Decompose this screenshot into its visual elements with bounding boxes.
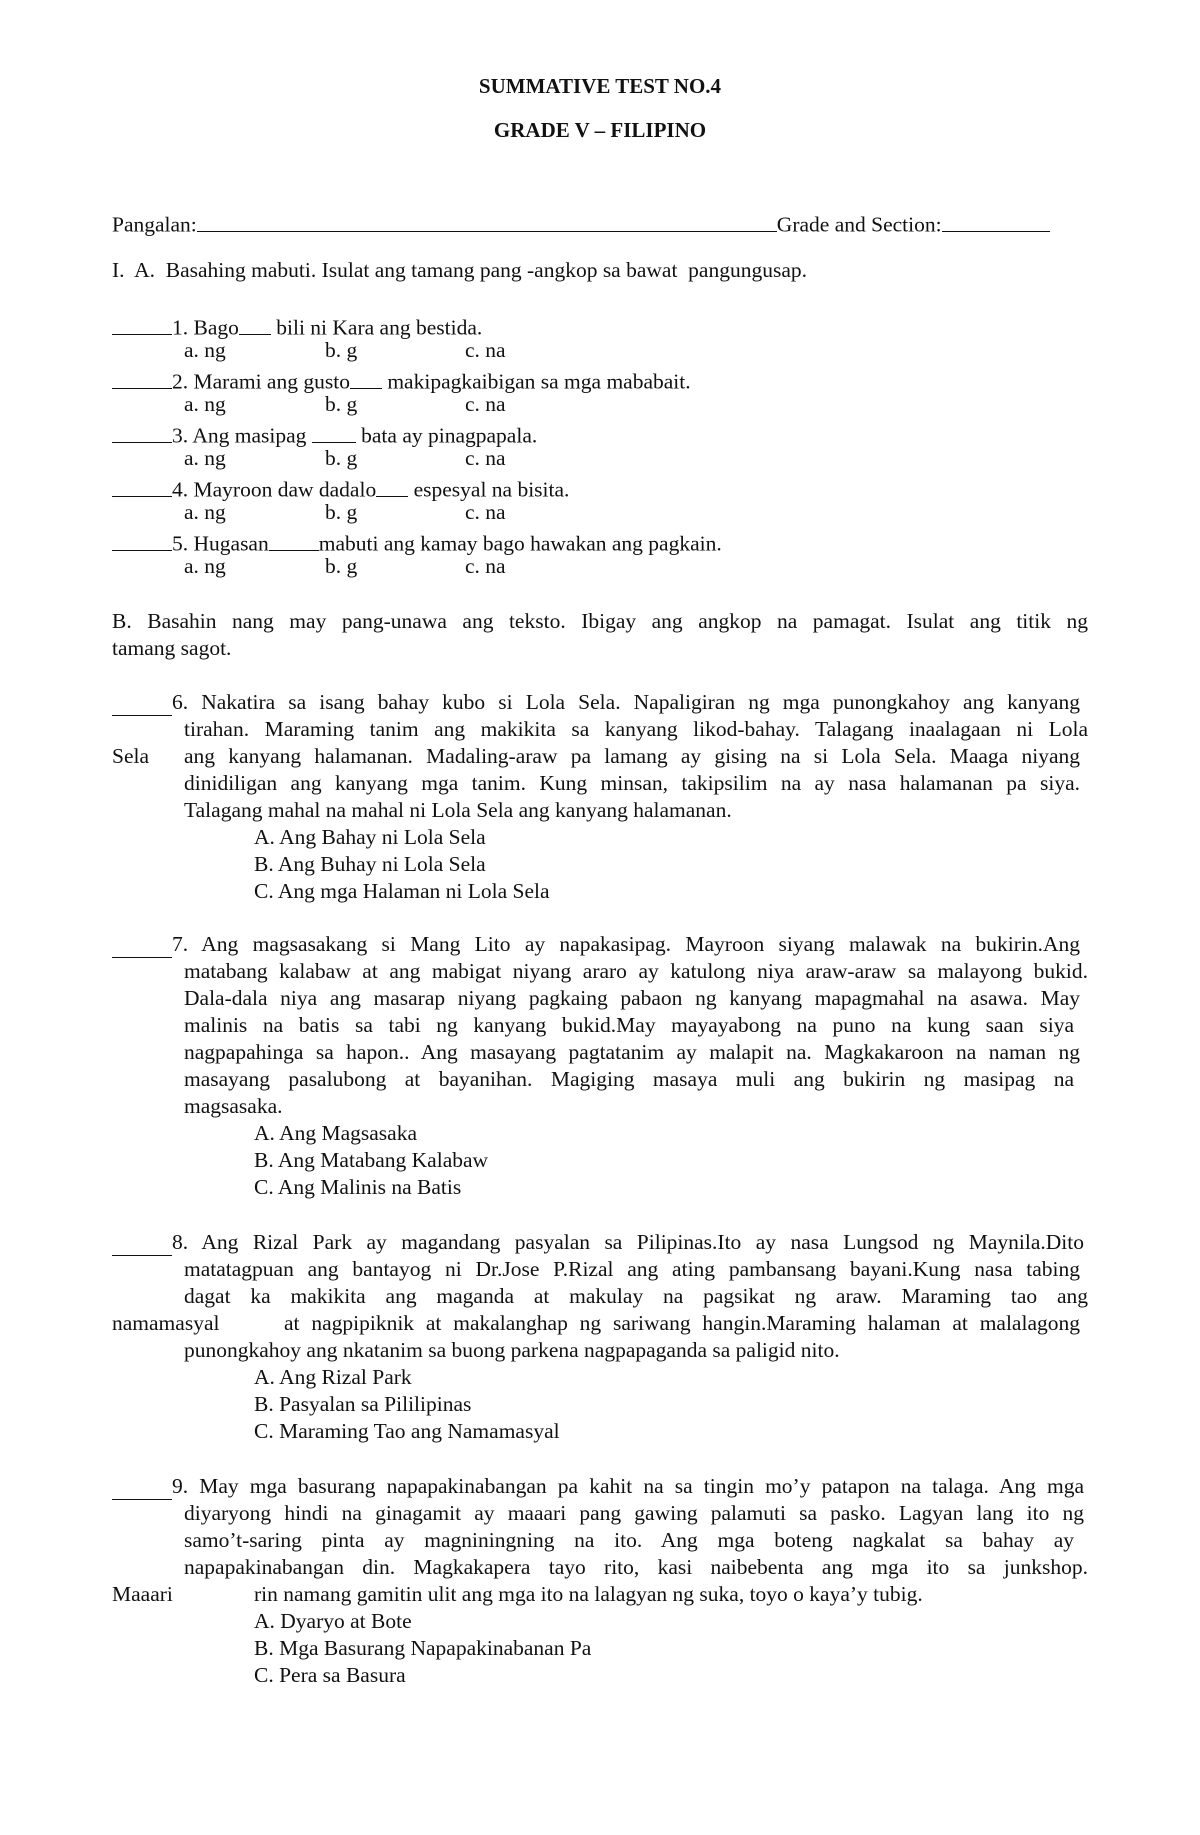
- q7-line: masayang pasalubong at bayanihan. Magiging masaya muli ang bukirin ng masipag na: [184, 1067, 1074, 1091]
- q7-line: nagpapahinga sa hapon.. Ang masayang pagtatanim ay malapit na. Magkakaroon na naman ng: [184, 1040, 1080, 1064]
- option-c: c. na: [465, 338, 506, 362]
- question-number: 1.: [172, 315, 189, 340]
- option-a: a. ng: [184, 500, 226, 524]
- q6-option-a: A. Ang Bahay ni Lola Sela: [254, 825, 486, 849]
- part-b-instruction-line1: B. Basahin nang may pang-unawa ang teksto. Ibigay ang angkop na pamagat. Isulat ang titik ng: [112, 609, 1088, 633]
- question-number: 3.: [172, 423, 189, 448]
- q7-line: magsasaka.: [184, 1094, 283, 1118]
- q9-option-b: B. Mga Basurang Napapakinabanan Pa: [254, 1636, 592, 1660]
- option-b: b. g: [325, 500, 358, 524]
- q8-option-c: C. Maraming Tao ang Namamasyal: [254, 1419, 560, 1443]
- q9-margin-word: Maaari: [112, 1582, 173, 1606]
- q7-line: Dala-dala niya ang masarap niyang pagkaing pabaon ng kanyang mapagmahal na asawa. May: [184, 986, 1080, 1010]
- q7-line: malinis na batis sa tabi ng kanyang bukid.May mayayabong na puno na kung saan siya: [184, 1013, 1074, 1037]
- q9-option-c: C. Pera sa Basura: [254, 1663, 406, 1687]
- q6-line: tirahan. Maraming tanim ang makikita sa kanyang likod-bahay. Talagang inaalagaan ni Lola: [184, 717, 1088, 741]
- q9-line: 9. May mga basurang napapakinabangan pa kahit na sa tingin mo’y patapon na talaga. Ang mga: [172, 1474, 1084, 1498]
- option-b: b. g: [325, 338, 358, 362]
- name-field[interactable]: [197, 208, 777, 232]
- part-a-instruction: I. A. Basahing mabuti. Isulat ang tamang pang -angkop sa bawat pangungusap.: [112, 258, 808, 282]
- answer-blank-1[interactable]: [112, 311, 172, 335]
- answer-blank-9[interactable]: [112, 1476, 172, 1500]
- q6-line: Talagang mahal na mahal ni Lola Sela ang kanyang halamanan.: [184, 798, 732, 822]
- question-4: [112, 473, 569, 503]
- option-c: c. na: [465, 392, 506, 416]
- answer-blank-3[interactable]: [112, 419, 172, 443]
- question-2: [112, 365, 691, 395]
- question-1: [112, 311, 482, 341]
- fill-blank[interactable]: [239, 311, 271, 335]
- q6-option-b: B. Ang Buhay ni Lola Sela: [254, 852, 486, 876]
- q8-option-a: A. Ang Rizal Park: [254, 1365, 412, 1389]
- q7-line: matabang kalabaw at ang mabigat niyang araro ay katulong niya araw-araw sa malayong bukid.: [184, 959, 1088, 983]
- question-text: Ang masipag: [192, 423, 307, 448]
- q8-line: punongkahoy ang nkatanim sa buong parkena nagpapaganda sa paligid nito.: [184, 1338, 840, 1362]
- q7-option-c: C. Ang Malinis na Batis: [254, 1175, 462, 1199]
- question-5: [112, 527, 722, 557]
- question-number: 4.: [172, 477, 189, 502]
- question-number: 5.: [172, 531, 189, 556]
- fill-blank[interactable]: [312, 419, 356, 443]
- q6-line: dinidiligan ang kanyang mga tanim. Kung minsan, takipsilim na ay nasa halamanan pa siya.: [184, 771, 1080, 795]
- answer-blank-8[interactable]: [112, 1232, 172, 1256]
- answer-blank-7[interactable]: [112, 934, 172, 958]
- question-text: mabuti ang kamay bago hawakan ang pagkain.: [318, 531, 722, 556]
- question-text: bili ni Kara ang bestida.: [276, 315, 483, 340]
- question-number: 2.: [172, 369, 189, 394]
- grade-section-label: Grade and Section:: [776, 212, 942, 237]
- q7-option-b: B. Ang Matabang Kalabaw: [254, 1148, 489, 1172]
- question-text: makipagkaibigan sa mga mababait.: [387, 369, 691, 394]
- fill-blank[interactable]: [350, 365, 382, 389]
- name-label: Pangalan:: [112, 212, 197, 237]
- q6-line: ang kanyang halamanan. Madaling-araw pa lamang ay gising na si Lola Sela. Maaga niyang: [184, 744, 1080, 768]
- q9-line: rin namang gamitin ulit ang mga ito na lalagyan ng suka, toyo o kaya’y tubig.: [254, 1582, 923, 1606]
- question-text: espesyal na bisita.: [413, 477, 570, 502]
- q7-option-a: A. Ang Magsasaka: [254, 1121, 418, 1145]
- part-b-instruction-line2: tamang sagot.: [112, 636, 232, 660]
- q6-margin-word: Sela: [112, 744, 150, 768]
- q8-margin-word: namamasyal: [112, 1311, 220, 1335]
- test-title: SUMMATIVE TEST NO.4: [478, 74, 722, 98]
- q8-line: dagat ka makikita ang maganda at makulay na pagsikat ng araw. Maraming tao ang: [184, 1284, 1088, 1308]
- option-b: b. g: [325, 392, 358, 416]
- q9-option-a: A. Dyaryo at Bote: [254, 1609, 412, 1633]
- option-c: c. na: [465, 554, 506, 578]
- question-text: Mayroon daw dadalo: [193, 477, 377, 502]
- option-c: c. na: [465, 500, 506, 524]
- test-subtitle: GRADE V – FILIPINO: [493, 118, 707, 142]
- question-text: Hugasan: [193, 531, 269, 556]
- q8-line: 8. Ang Rizal Park ay magandang pasyalan sa Pilipinas.Ito ay nasa Lungsod ng Maynila.Dito: [172, 1230, 1084, 1254]
- question-text: bata ay pinagpapala.: [361, 423, 538, 448]
- q7-line: 7. Ang magsasakang si Mang Lito ay napakasipag. Mayroon siyang malawak na bukirin.Ang: [172, 932, 1080, 956]
- option-a: a. ng: [184, 392, 226, 416]
- option-b: b. g: [325, 446, 358, 470]
- fill-blank[interactable]: [376, 473, 408, 497]
- q6-option-c: C. Ang mga Halaman ni Lola Sela: [254, 879, 550, 903]
- option-a: a. ng: [184, 554, 226, 578]
- option-a: a. ng: [184, 338, 226, 362]
- option-b: b. g: [325, 554, 358, 578]
- q9-line: samo’t-saring pinta ay magniningning na ito. Ang mga boteng nagkalat sa bahay ay: [184, 1528, 1074, 1552]
- fill-blank[interactable]: [269, 527, 319, 551]
- q8-line: at nagpipiknik at makalanghap ng sariwang hangin.Maraming halaman at malalagong: [284, 1311, 1080, 1335]
- grade-section-field[interactable]: [942, 208, 1050, 232]
- q6-line: 6. Nakatira sa isang bahay kubo si Lola Sela. Napaligiran ng mga punongkahoy ang kanyang: [172, 690, 1080, 714]
- answer-blank-4[interactable]: [112, 473, 172, 497]
- answer-blank-5[interactable]: [112, 527, 172, 551]
- option-c: c. na: [465, 446, 506, 470]
- answer-blank-2[interactable]: [112, 365, 172, 389]
- question-text: Marami ang gusto: [193, 369, 350, 394]
- q9-line: diyaryong hindi na ginagamit ay maaari pang gawing palamuti sa pasko. Lagyan lang ito ng: [184, 1501, 1084, 1525]
- q8-line: matatagpuan ang bantayog ni Dr.Jose P.Rizal ang ating pambansang bayani.Kung nasa tabing: [184, 1257, 1080, 1281]
- q8-option-b: B. Pasyalan sa Pililipinas: [254, 1392, 472, 1416]
- question-3: [112, 419, 537, 449]
- option-a: a. ng: [184, 446, 226, 470]
- answer-blank-6[interactable]: [112, 692, 172, 716]
- question-text: Bago: [193, 315, 239, 340]
- q9-line: napapakinabangan din. Magkakapera tayo rito, kasi naibebenta ang mga ito sa junkshop.: [184, 1555, 1088, 1579]
- name-row: [112, 208, 1050, 238]
